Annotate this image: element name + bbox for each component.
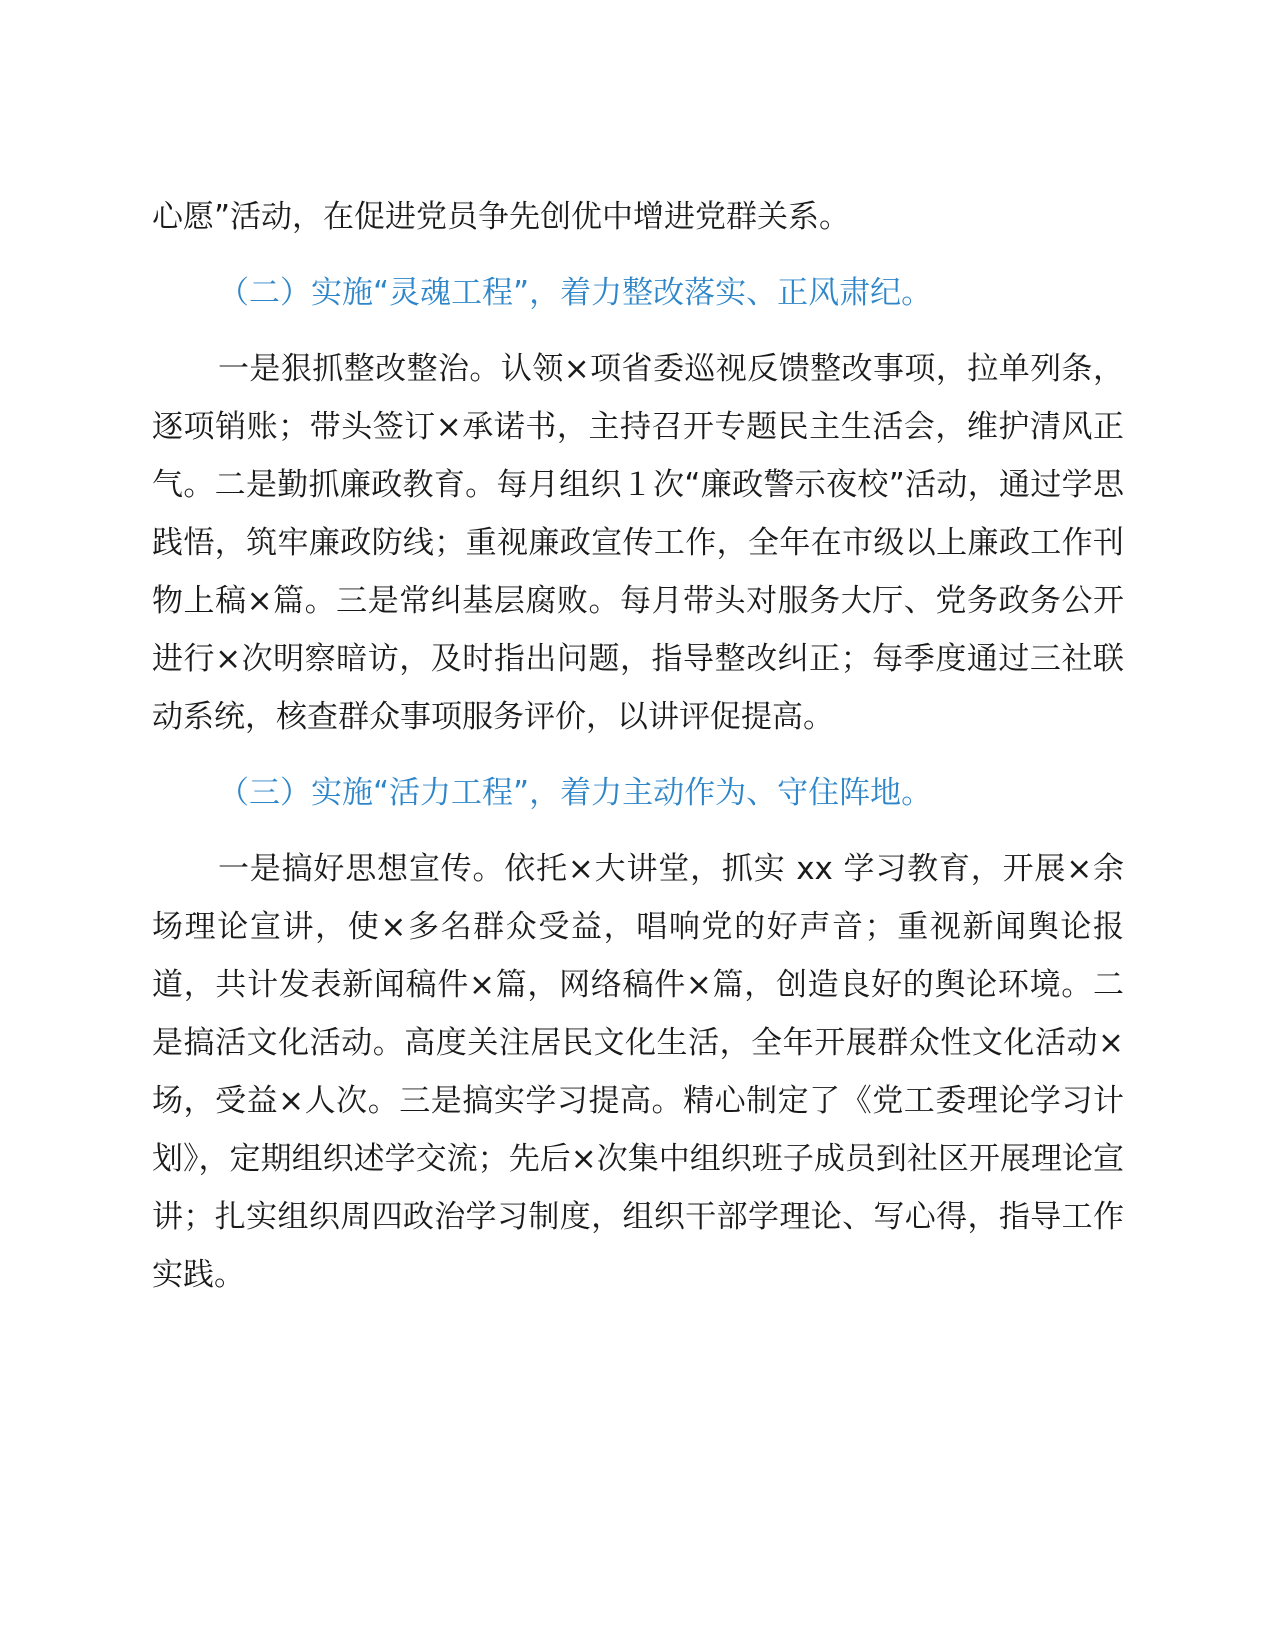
document-page (152, 188, 1124, 1322)
section-heading-2: （二）实施“灵魂工程”，着力整改落实、正风肃纪。 (218, 275, 933, 311)
continuation-paragraph: 心愿”活动，在促进党员争先创优中增进党群关系。 (152, 199, 851, 235)
section-body-3: 一是搞好思想宣传。依托×大讲堂，抓实 xx 学习教育，开展×余场理论宣讲，使×多名群众受益，唱响党的好声音；重视新闻舆论报道，共计发表新闻稿件×篇，网络稿件×篇，创造良好的舆论环境。二是搞活文化活动。高度关注居民文化生活，全年开展群众性文化活动×场，受益×人次。三是搞实学习提高。精心制定了《党工委理论学习计划》，定期组织述学交流；先后×次集中组织班子成员到社区开展理论宣讲；扎实组织周四政治学习制度，组织干部学理论、写心得，指导工作实践。 (152, 851, 1124, 1293)
section-heading-3: （三）实施“活力工程”，着力主动作为、守住阵地。 (218, 775, 933, 811)
section-body-2: 一是狠抓整改整治。认领×项省委巡视反馈整改事项，拉单列条，逐项销账；带头签订×承诺书，主持召开专题民主生活会，维护清风正气。二是勤抓廉政教育。每月组织１次“廉政警示夜校”活动，通过学思践悟，筑牢廉政防线；重视廉政宣传工作，全年在市级以上廉政工作刊物上稿×篇。三是常纠基层腐败。每月带头对服务大厅、党务政务公开进行×次明察暗访，及时指出问题，指导整改纠正；每季度通过三社联动系统，核查群众事项服务评价，以讲评促提高。 (152, 351, 1124, 735)
